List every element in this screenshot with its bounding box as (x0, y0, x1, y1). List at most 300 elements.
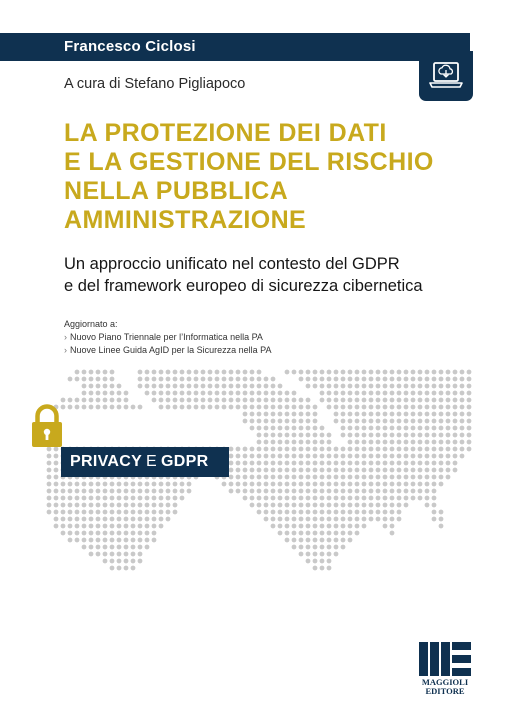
map-dot (292, 461, 297, 466)
map-dot (334, 398, 339, 403)
map-dot (215, 398, 220, 403)
map-dot (96, 552, 101, 557)
map-dot (355, 503, 360, 508)
map-dot (299, 552, 304, 557)
map-dot (166, 405, 171, 410)
map-dot (257, 475, 262, 480)
map-dot (404, 447, 409, 452)
map-dot (159, 384, 164, 389)
map-dot (425, 384, 430, 389)
map-dot (124, 524, 129, 529)
map-dot (68, 496, 73, 501)
map-dot (47, 503, 52, 508)
map-dot (299, 419, 304, 424)
map-dot (285, 517, 290, 522)
map-dot (446, 426, 451, 431)
map-dot (278, 440, 283, 445)
map-dot (348, 398, 353, 403)
map-dot (376, 419, 381, 424)
map-dot (467, 412, 472, 417)
map-dot (334, 482, 339, 487)
map-dot (299, 510, 304, 515)
map-dot (222, 391, 227, 396)
map-dot (313, 447, 318, 452)
map-dot (341, 461, 346, 466)
map-dot (201, 398, 206, 403)
map-dot (320, 489, 325, 494)
map-dot (348, 391, 353, 396)
map-dot (334, 552, 339, 557)
map-dot (54, 475, 59, 480)
map-dot (222, 405, 227, 410)
map-dot (327, 475, 332, 480)
map-dot (313, 503, 318, 508)
map-dot (229, 447, 234, 452)
map-dot (271, 503, 276, 508)
publisher-name (417, 678, 473, 696)
map-dot (89, 391, 94, 396)
map-dot (229, 384, 234, 389)
map-dot (180, 482, 185, 487)
padlock-icon (31, 404, 63, 448)
map-dot (173, 503, 178, 508)
map-dot (292, 482, 297, 487)
map-dot (243, 496, 248, 501)
map-dot (369, 475, 374, 480)
map-dot (439, 405, 444, 410)
series-privacy: PRIVACY (70, 453, 143, 470)
map-dot (348, 482, 353, 487)
map-dot (390, 384, 395, 389)
map-dot (313, 566, 318, 571)
map-dot (341, 496, 346, 501)
map-dot (306, 398, 311, 403)
map-dot (425, 440, 430, 445)
map-dot (446, 440, 451, 445)
map-dot (159, 496, 164, 501)
map-dot (348, 426, 353, 431)
map-dot (166, 496, 171, 501)
map-dot (201, 377, 206, 382)
map-dot (418, 391, 423, 396)
map-dot (124, 531, 129, 536)
map-dot (208, 398, 213, 403)
map-dot (376, 391, 381, 396)
editor-line: A cura di Stefano Pigliapoco (64, 76, 246, 92)
update-item-text: Nuovo Piano Triennale per l’Informatica nella PA (70, 332, 263, 342)
map-dot (82, 398, 87, 403)
map-dot (103, 482, 108, 487)
map-dot (187, 398, 192, 403)
map-dot (362, 454, 367, 459)
map-dot (313, 475, 318, 480)
map-dot (313, 559, 318, 564)
map-dot (138, 524, 143, 529)
map-dot (264, 412, 269, 417)
map-dot (166, 398, 171, 403)
map-dot (236, 398, 241, 403)
map-dot (425, 503, 430, 508)
map-dot (215, 391, 220, 396)
map-dot (341, 384, 346, 389)
map-dot (110, 391, 115, 396)
map-dot (194, 370, 199, 375)
map-dot (299, 370, 304, 375)
map-dot (397, 517, 402, 522)
map-dot (341, 391, 346, 396)
map-dot (313, 510, 318, 515)
map-dot (117, 552, 122, 557)
map-dot (432, 384, 437, 389)
map-dot (446, 398, 451, 403)
map-dot (327, 377, 332, 382)
subtitle-line: Un approccio unificato nel contesto del GDPR (64, 255, 400, 273)
map-dot (250, 412, 255, 417)
map-dot (369, 468, 374, 473)
map-dot (453, 447, 458, 452)
map-dot (138, 489, 143, 494)
map-dot (432, 391, 437, 396)
map-dot (320, 510, 325, 515)
map-dot (257, 433, 262, 438)
map-dot (432, 468, 437, 473)
map-dot (96, 489, 101, 494)
map-dot (299, 398, 304, 403)
map-dot (446, 468, 451, 473)
map-dot (145, 531, 150, 536)
map-dot (453, 419, 458, 424)
title-line: NELLA PUBBLICA (64, 177, 289, 205)
map-dot (271, 391, 276, 396)
map-dot (369, 489, 374, 494)
map-dot (208, 384, 213, 389)
map-dot (334, 419, 339, 424)
map-dot (117, 496, 122, 501)
map-dot (327, 496, 332, 501)
map-dot (236, 370, 241, 375)
map-dot (96, 370, 101, 375)
map-dot (390, 503, 395, 508)
map-dot (404, 384, 409, 389)
map-dot (243, 475, 248, 480)
map-dot (145, 496, 150, 501)
map-dot (68, 398, 73, 403)
map-dot (173, 370, 178, 375)
map-dot (264, 391, 269, 396)
map-dot (75, 503, 80, 508)
map-dot (397, 503, 402, 508)
map-dot (348, 503, 353, 508)
map-dot (152, 398, 157, 403)
map-dot (467, 426, 472, 431)
map-dot (411, 426, 416, 431)
map-dot (341, 370, 346, 375)
map-dot (68, 377, 73, 382)
map-dot (159, 370, 164, 375)
map-dot (362, 433, 367, 438)
map-dot (327, 405, 332, 410)
map-dot (355, 426, 360, 431)
map-dot (61, 517, 66, 522)
map-dot (355, 489, 360, 494)
map-dot (110, 524, 115, 529)
map-dot (61, 510, 66, 515)
map-dot (425, 377, 430, 382)
map-dot (89, 398, 94, 403)
map-dot (103, 510, 108, 515)
map-dot (355, 433, 360, 438)
map-dot (285, 496, 290, 501)
map-dot (75, 496, 80, 501)
map-dot (103, 538, 108, 543)
map-dot (96, 377, 101, 382)
map-dot (271, 426, 276, 431)
map-dot (362, 412, 367, 417)
map-dot (446, 377, 451, 382)
map-dot (320, 517, 325, 522)
map-dot (271, 468, 276, 473)
map-dot (320, 559, 325, 564)
map-dot (194, 405, 199, 410)
map-dot (362, 496, 367, 501)
map-dot (411, 447, 416, 452)
map-dot (453, 405, 458, 410)
map-dot (313, 552, 318, 557)
map-dot (96, 503, 101, 508)
map-dot (334, 468, 339, 473)
map-dot (320, 503, 325, 508)
map-dot (313, 454, 318, 459)
map-dot (390, 433, 395, 438)
map-dot (418, 447, 423, 452)
map-dot (117, 566, 122, 571)
map-dot (348, 531, 353, 536)
map-dot (208, 370, 213, 375)
map-dot (194, 398, 199, 403)
map-dot (348, 538, 353, 543)
map-dot (320, 468, 325, 473)
map-dot (278, 475, 283, 480)
map-dot (124, 510, 129, 515)
map-dot (75, 524, 80, 529)
map-dot (89, 482, 94, 487)
map-dot (334, 531, 339, 536)
map-dot (397, 461, 402, 466)
map-dot (82, 489, 87, 494)
map-dot (229, 468, 234, 473)
map-dot (292, 454, 297, 459)
map-dot (341, 398, 346, 403)
map-dot (257, 510, 262, 515)
map-dot (285, 482, 290, 487)
map-dot (397, 405, 402, 410)
map-dot (166, 391, 171, 396)
map-dot (103, 559, 108, 564)
map-dot (166, 482, 171, 487)
map-dot (369, 482, 374, 487)
map-dot (383, 398, 388, 403)
map-dot (439, 510, 444, 515)
map-dot (292, 496, 297, 501)
map-dot (229, 377, 234, 382)
map-dot (236, 377, 241, 382)
map-dot (376, 482, 381, 487)
map-dot (82, 531, 87, 536)
map-dot (201, 391, 206, 396)
map-dot (348, 433, 353, 438)
map-dot (390, 531, 395, 536)
map-dot (117, 517, 122, 522)
map-dot (355, 398, 360, 403)
map-dot (306, 531, 311, 536)
map-dot (243, 468, 248, 473)
map-dot (404, 419, 409, 424)
map-dot (411, 370, 416, 375)
map-dot (152, 524, 157, 529)
map-dot (68, 524, 73, 529)
map-dot (89, 538, 94, 543)
map-dot (383, 468, 388, 473)
map-dot (334, 377, 339, 382)
map-dot (166, 489, 171, 494)
map-dot (278, 496, 283, 501)
map-dot (404, 426, 409, 431)
map-dot (369, 405, 374, 410)
map-dot (383, 475, 388, 480)
map-dot (250, 447, 255, 452)
map-dot (453, 391, 458, 396)
map-dot (264, 433, 269, 438)
map-dot (320, 461, 325, 466)
map-dot (460, 440, 465, 445)
map-dot (264, 517, 269, 522)
map-dot (257, 419, 262, 424)
map-dot (229, 398, 234, 403)
map-dot (467, 440, 472, 445)
map-dot (306, 447, 311, 452)
map-dot (467, 398, 472, 403)
map-dot (320, 475, 325, 480)
map-dot (432, 510, 437, 515)
map-dot (341, 517, 346, 522)
map-dot (201, 370, 206, 375)
map-dot (439, 419, 444, 424)
map-dot (341, 538, 346, 543)
map-dot (383, 412, 388, 417)
map-dot (320, 377, 325, 382)
map-dot (292, 468, 297, 473)
map-dot (362, 524, 367, 529)
map-dot (145, 384, 150, 389)
map-dot (362, 503, 367, 508)
map-dot (47, 482, 52, 487)
map-dot (103, 384, 108, 389)
map-dot (446, 384, 451, 389)
map-dot (355, 405, 360, 410)
map-dot (131, 496, 136, 501)
map-dot (180, 370, 185, 375)
map-dot (250, 398, 255, 403)
map-dot (306, 524, 311, 529)
map-dot (131, 545, 136, 550)
map-dot (355, 440, 360, 445)
map-dot (446, 433, 451, 438)
map-dot (460, 412, 465, 417)
map-dot (299, 496, 304, 501)
map-dot (131, 503, 136, 508)
map-dot (355, 482, 360, 487)
map-dot (341, 475, 346, 480)
map-dot (145, 517, 150, 522)
map-dot (404, 433, 409, 438)
map-dot (376, 454, 381, 459)
map-dot (278, 447, 283, 452)
map-dot (327, 461, 332, 466)
map-dot (348, 412, 353, 417)
map-dot (341, 468, 346, 473)
map-dot (299, 377, 304, 382)
map-dot (376, 440, 381, 445)
map-dot (250, 426, 255, 431)
map-dot (369, 510, 374, 515)
subtitle-line: e del framework europeo di sicurezza cibernetica (64, 277, 423, 295)
map-dot (159, 377, 164, 382)
map-dot (348, 461, 353, 466)
map-dot (117, 531, 122, 536)
map-dot (327, 559, 332, 564)
map-dot (145, 377, 150, 382)
map-dot (411, 433, 416, 438)
map-dot (68, 482, 73, 487)
map-dot (75, 517, 80, 522)
map-dot (306, 559, 311, 564)
map-dot (397, 419, 402, 424)
map-dot (278, 391, 283, 396)
map-dot (243, 405, 248, 410)
map-dot (369, 412, 374, 417)
map-dot (397, 377, 402, 382)
map-dot (82, 510, 87, 515)
map-dot (250, 482, 255, 487)
map-dot (383, 377, 388, 382)
map-dot (320, 391, 325, 396)
map-dot (320, 433, 325, 438)
map-dot (313, 426, 318, 431)
map-dot (257, 503, 262, 508)
map-dot (446, 412, 451, 417)
map-dot (110, 510, 115, 515)
map-dot (397, 510, 402, 515)
map-dot (110, 538, 115, 543)
map-dot (278, 489, 283, 494)
map-dot (369, 384, 374, 389)
map-dot (306, 475, 311, 480)
map-dot (369, 419, 374, 424)
map-dot (411, 440, 416, 445)
map-dot (313, 531, 318, 536)
map-dot (110, 384, 115, 389)
map-dot (145, 510, 150, 515)
map-dot (383, 489, 388, 494)
map-dot (152, 384, 157, 389)
map-dot (292, 419, 297, 424)
map-dot (390, 510, 395, 515)
map-dot (418, 426, 423, 431)
map-dot (131, 405, 136, 410)
bullet-icon: › (64, 345, 67, 355)
map-dot (327, 454, 332, 459)
map-dot (376, 426, 381, 431)
